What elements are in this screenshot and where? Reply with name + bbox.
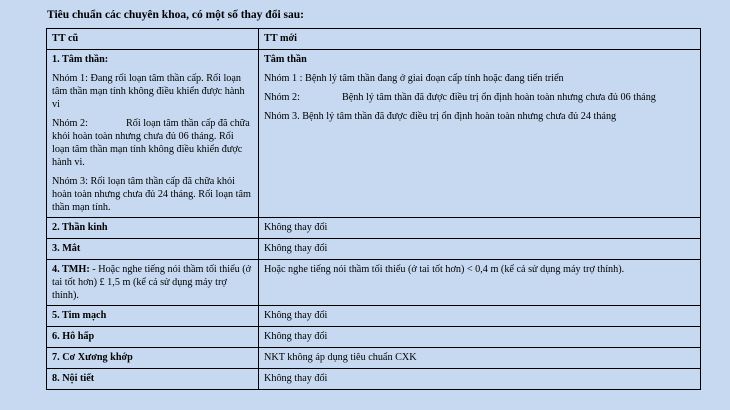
old-ent-text: - Hoặc nghe tiếng nói thầm tối thiểu (ở tai tốt hơn) £ 1,5 m (kể cả sử dụng máy trợ thính). [52, 264, 252, 301]
cell-new: Không thay đổi [259, 369, 701, 390]
cell-new: Không thay đổi [259, 306, 701, 327]
new-group-2-text: Bệnh lý tâm thần đã được điều trị ổn định hoàn toàn nhưng chưa đủ 06 tháng [341, 92, 656, 103]
old-ent-title: 4. TMH: [52, 264, 90, 275]
table-row [47, 327, 701, 348]
table-row [47, 369, 701, 390]
new-group-3: Nhóm 3. Bệnh lý tâm thần đã được điều trị ổn định hoàn toàn nhưng chưa đủ 24 tháng [264, 111, 617, 122]
new-group-1: Nhóm 1 : Bệnh lý tâm thần đang ở giai đoạn cấp tính hoặc đang tiến triển [264, 73, 564, 84]
cell-old: 7. Cơ Xương khớp [47, 348, 259, 369]
header-new: TT mới [259, 29, 701, 50]
cell-new: NKT không áp dụng tiêu chuẩn CXK [259, 348, 701, 369]
cell-new: Không thay đổi [259, 218, 701, 239]
cell-new-ent: Hoặc nghe tiếng nói thầm tối thiểu (ở tai tốt hơn) < 0,4 m (kể cả sử dụng máy trợ thính). [259, 260, 701, 306]
table-row [47, 218, 701, 239]
table-header-row [47, 29, 701, 50]
new-group-2 [264, 91, 695, 104]
new-group-2-label: Nhóm 2: [264, 92, 300, 103]
table-row-ent [47, 260, 701, 306]
old-group-1: Nhóm 1: Đang rối loạn tâm thần cấp. Rối loạn tâm thần mạn tính không điều khiển được hành vi [52, 73, 245, 110]
cell-new: Không thay đổi [259, 239, 701, 260]
cell-old: 6. Hô hấp [47, 327, 259, 348]
cell-old: 3. Mắt [47, 239, 259, 260]
old-group-2-text: Rối loạn tâm thần cấp đã chữa khỏi hoàn toàn nhưng chưa đủ 06 tháng. Rối loạn tâm thần mạn tính không điều khiển được hành vi. [52, 118, 250, 168]
old-psychiatry-title: 1. Tâm thần: [52, 54, 109, 65]
table-row-psychiatry [47, 50, 701, 218]
cell-old-ent [47, 260, 259, 306]
comparison-table [46, 28, 701, 390]
cell-old: 5. Tim mạch [47, 306, 259, 327]
cell-old: 2. Thần kinh [47, 218, 259, 239]
old-group-2-label: Nhóm 2: [52, 118, 88, 129]
cell-new: Không thay đổi [259, 327, 701, 348]
old-group-2 [52, 117, 253, 169]
cell-old: 8. Nội tiết [47, 369, 259, 390]
cell-new-psychiatry [259, 50, 701, 218]
old-group-3: Nhóm 3: Rối loạn tâm thần cấp đã chữa khỏi hoàn toàn nhưng chưa đủ 24 tháng. Rối loạn tâm thần mạn tính. [52, 176, 251, 213]
table-row [47, 306, 701, 327]
header-old: TT cũ [47, 29, 259, 50]
table-row [47, 239, 701, 260]
new-psychiatry-title: Tâm thần [264, 54, 307, 65]
intro-heading: Tiêu chuẩn các chuyên khoa, có một số thay đổi sau: [47, 9, 304, 21]
table-row [47, 348, 701, 369]
cell-old-psychiatry [47, 50, 259, 218]
